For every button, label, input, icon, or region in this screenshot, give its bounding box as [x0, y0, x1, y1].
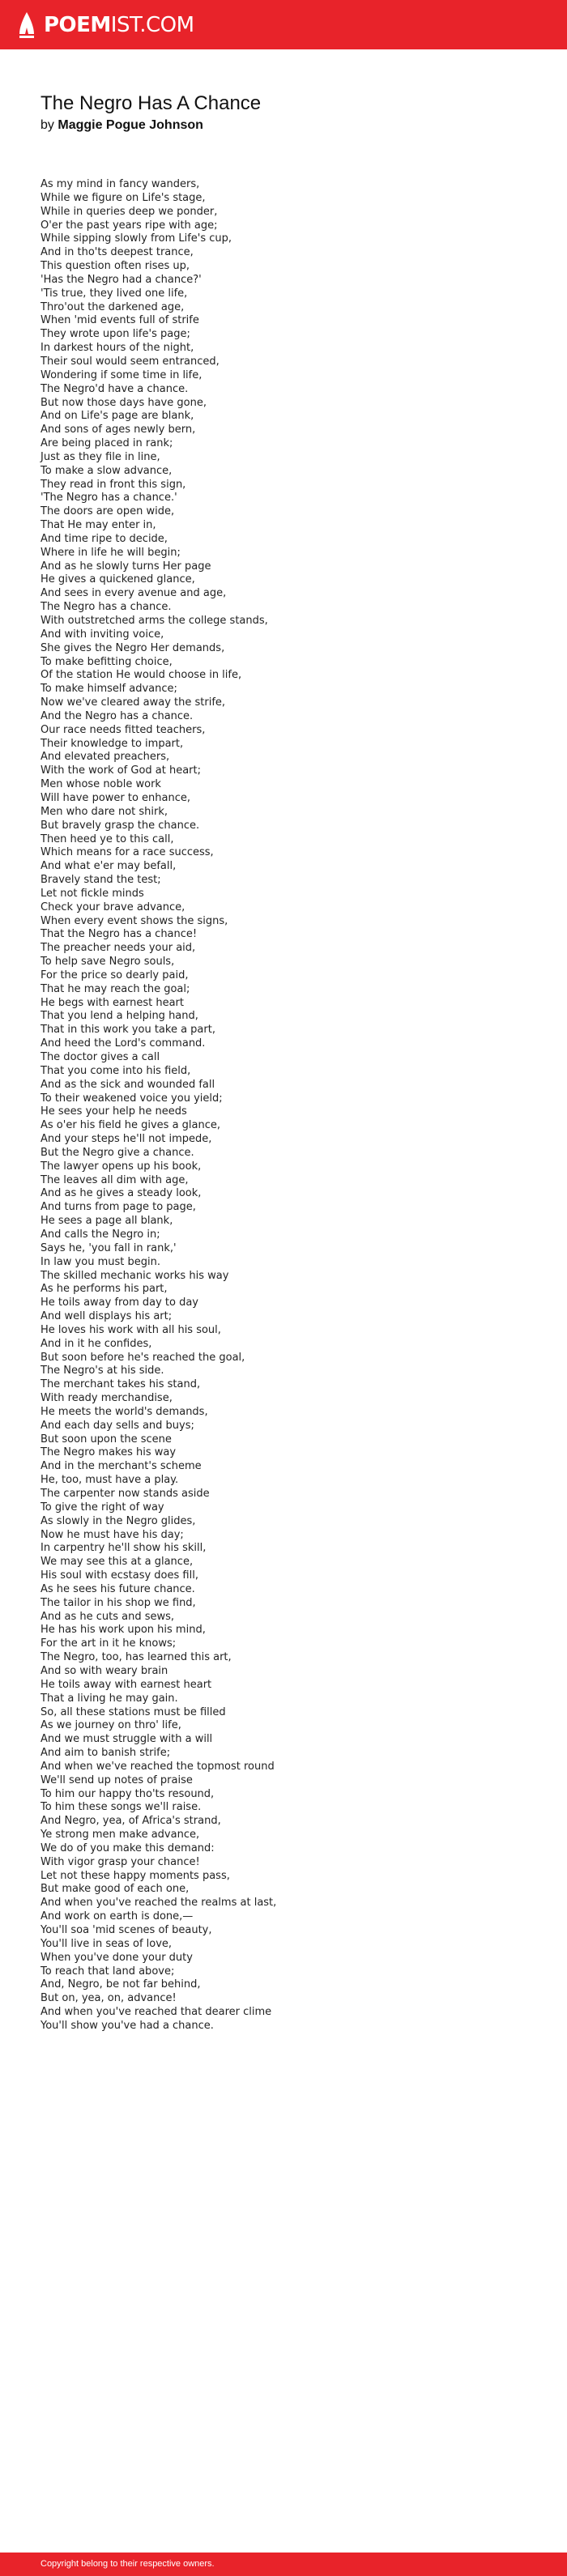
poem-line: And Negro, yea, of Africa's strand, — [40, 1815, 221, 1828]
poem-line: As we journey on thro' life, — [40, 1719, 181, 1732]
poem-line: And well displays his art; — [40, 1310, 173, 1323]
poem-line: That you lend a helping hand, — [40, 1010, 198, 1023]
poem-line: Our race needs fitted teachers, — [40, 723, 206, 736]
poem-line: And work on earth is done,— — [40, 1910, 194, 1923]
poem-line: While sipping slowly from Life's cup, — [40, 232, 232, 245]
poem-line: And time ripe to decide, — [40, 532, 168, 545]
poem-line: The doctor gives a call — [40, 1051, 160, 1063]
poem-line: As slowly in the Negro glides, — [40, 1514, 196, 1527]
poem-line: The merchant takes his stand, — [40, 1378, 201, 1391]
poem-line: Let not these happy moments pass, — [40, 1869, 230, 1882]
poem-line: But soon before he's reached the goal, — [40, 1351, 245, 1364]
poem-line: Just as they file in line, — [40, 450, 160, 463]
poem-line: 'Has the Negro had a chance?' — [40, 273, 202, 286]
poem-line: Of the station He would choose in life, — [40, 669, 242, 682]
poem-line: That a living he may gain. — [40, 1692, 178, 1705]
poem-line: But bravely grasp the chance. — [40, 819, 200, 832]
poem-line: To make himself advance; — [40, 683, 177, 696]
poem-line: And each day sells and buys; — [40, 1419, 194, 1432]
poem-line: He toils away from day to day — [40, 1297, 198, 1309]
poem-line: And aim to banish strife; — [40, 1747, 171, 1760]
poem-line: But now those days have gone, — [40, 396, 207, 409]
site-header — [0, 0, 567, 49]
poem-line: And as the sick and wounded fall — [40, 1078, 215, 1091]
poem-line: And so with weary brain — [40, 1664, 168, 1677]
poem-line: And, Negro, be not far behind, — [40, 1978, 201, 1991]
poem-line: The lawyer opens up his book, — [40, 1160, 202, 1173]
poem-line: And we must struggle with a will — [40, 1733, 213, 1746]
poem-line: And when you've reached the realms at last, — [40, 1897, 277, 1910]
logo-light-text: IST.COM — [110, 12, 194, 37]
poem-line: With outstretched arms the college stands, — [40, 615, 268, 627]
poem-line: And calls the Negro in; — [40, 1228, 160, 1241]
poem-line: And your steps he'll not impede, — [40, 1133, 212, 1146]
poem-line: For the art in it he knows; — [40, 1637, 177, 1650]
poem-line: To give the right of way — [40, 1501, 164, 1514]
poem-line: He begs with earnest heart — [40, 996, 184, 1009]
poem-line: And as he slowly turns Her page — [40, 560, 211, 573]
poem-line: That he may reach the goal; — [40, 982, 190, 995]
poem-line: He sees a page all blank, — [40, 1215, 173, 1228]
poem-line: When you've done your duty — [40, 1951, 193, 1964]
poem-line: And in the merchant's scheme — [40, 1460, 202, 1473]
poem-line: The preacher needs your aid, — [40, 942, 196, 955]
poem-line: O'er the past years ripe with age; — [40, 219, 218, 232]
poem-line: While we figure on Life's stage, — [40, 191, 206, 204]
poem-line: The tailor in his shop we find, — [40, 1596, 196, 1609]
poem-line: And sees in every avenue and age, — [40, 587, 227, 600]
poem-line: As he sees his future chance. — [40, 1582, 195, 1595]
poem-line: And turns from page to page, — [40, 1201, 196, 1214]
site-footer — [0, 2553, 567, 2576]
poem-line: Ye strong men make advance, — [40, 1829, 200, 1842]
poem-line: To make a slow advance, — [40, 464, 173, 477]
poem-line: 'Tis true, they lived one life, — [40, 287, 188, 300]
poem-line: In carpentry he'll show his skill, — [40, 1542, 207, 1555]
poem-line: With ready merchandise, — [40, 1392, 173, 1405]
poem-line: You'll live in seas of love, — [40, 1937, 173, 1950]
poem-line: Men whose noble work — [40, 778, 161, 791]
poem-line: And when you've reached that dearer clime — [40, 2006, 272, 2019]
poem-line: While in queries deep we ponder, — [40, 205, 218, 218]
quill-pen-icon — [18, 11, 36, 39]
poem-line: Then heed ye to this call, — [40, 832, 174, 845]
poem-line: And as he gives a steady look, — [40, 1187, 202, 1200]
byline-prefix: by — [40, 118, 54, 132]
poem-line: But the Negro give a chance. — [40, 1146, 194, 1159]
poem-line: And what e'er may befall, — [40, 860, 177, 873]
poem-line: And in it he confides, — [40, 1337, 152, 1350]
poem-line: He sees your help he needs — [40, 1105, 187, 1118]
poem-line: The leaves all dim with age, — [40, 1173, 189, 1186]
poem-line: That the Negro has a chance! — [40, 928, 198, 941]
poem-line: With the work of God at heart; — [40, 764, 202, 777]
poem-line: Wondering if some time in life, — [40, 368, 202, 381]
poem-line: When every event shows the signs, — [40, 914, 228, 927]
poem-line: When 'mid events full of strife — [40, 314, 199, 327]
author-link[interactable]: Maggie Pogue Johnson — [58, 118, 203, 132]
poem-line: His soul with ecstasy does fill, — [40, 1569, 198, 1582]
poem-line: And when we've reached the topmost round — [40, 1760, 275, 1773]
poem-line: Check your brave advance, — [40, 901, 185, 913]
poem-line: He, too, must have a play. — [40, 1474, 179, 1487]
poem-line: In law you must begin. — [40, 1255, 160, 1268]
poem-line: Now we've cleared away the strife, — [40, 696, 226, 709]
poem-line: We'll send up notes of praise — [40, 1773, 193, 1786]
poem-line: That in this work you take a part, — [40, 1024, 215, 1037]
poem-line: He gives a quickened glance, — [40, 573, 195, 586]
poem-line: As o'er his field he gives a glance, — [40, 1119, 221, 1132]
poem-line: To him these songs we'll raise. — [40, 1801, 202, 1814]
poem-line: To make befitting choice, — [40, 655, 173, 668]
poem-line: The skilled mechanic works his way — [40, 1269, 229, 1282]
poem-line: The carpenter now stands aside — [40, 1488, 210, 1500]
poem-line: We do of you make this demand: — [40, 1842, 215, 1854]
poem-line: To help save Negro souls, — [40, 956, 175, 969]
poem-line: He toils away with earnest heart — [40, 1678, 212, 1691]
poem-line: Let not fickle minds — [40, 887, 144, 900]
poem-line: He meets the world's demands, — [40, 1405, 208, 1418]
logo-bold-text: POEM — [44, 12, 111, 37]
poem-line: And the Negro has a chance. — [40, 709, 194, 722]
copyright-text: Copyright belong to their respective owners. — [40, 2559, 215, 2569]
poem-line: We may see this at a glance, — [40, 1556, 194, 1569]
poem-line: Will have power to enhance, — [40, 791, 191, 804]
site-logo-text — [44, 12, 194, 37]
poem-line: 'The Negro has a chance.' — [40, 492, 177, 505]
poem-line: To him our happy tho'ts resound, — [40, 1787, 215, 1800]
poem-line: And sons of ages newly bern, — [40, 424, 196, 436]
poem-line: Which means for a race success, — [40, 846, 214, 859]
poem-line: You'll show you've had a chance. — [40, 2019, 214, 2032]
poem-line: They wrote upon life's page; — [40, 328, 190, 341]
poem-line: With vigor grasp your chance! — [40, 1855, 200, 1868]
poem-line: That you come into his field, — [40, 1064, 191, 1077]
poem-line: The Negro has a chance. — [40, 601, 172, 614]
poem-line: Their knowledge to impart, — [40, 737, 184, 750]
poem-title: The Negro Has A Chance — [40, 92, 262, 114]
poem-line: They read in front this sign, — [40, 478, 186, 491]
poem-line: And heed the Lord's command. — [40, 1037, 206, 1050]
poem-line: And elevated preachers, — [40, 751, 170, 764]
poem-line: Where in life he will begin; — [40, 546, 181, 559]
poem-line: The doors are open wide, — [40, 505, 175, 518]
poem-line: He loves his work with all his soul, — [40, 1323, 221, 1336]
poem-line: In darkest hours of the night, — [40, 342, 194, 355]
poem-byline — [40, 118, 203, 133]
poem-line: Now he must have his day; — [40, 1528, 184, 1541]
poem-line: As my mind in fancy wanders, — [40, 178, 200, 190]
poem-line: Bravely stand the test; — [40, 874, 161, 887]
poem-line: This question often rises up, — [40, 260, 190, 273]
site-logo-link[interactable] — [18, 11, 194, 39]
poem-line: Men who dare not shirk, — [40, 805, 168, 818]
poem-line: That He may enter in, — [40, 519, 156, 532]
poem-line: But on, yea, on, advance! — [40, 1992, 177, 2005]
poem-line: But soon upon the scene — [40, 1433, 172, 1446]
poem-line: As he performs his part, — [40, 1283, 168, 1296]
poem-line: Are being placed in rank; — [40, 437, 173, 450]
poem-line: For the price so dearly paid, — [40, 969, 189, 981]
poem-line: And on Life's page are blank, — [40, 410, 194, 423]
poem-line: The Negro, too, has learned this art, — [40, 1651, 232, 1664]
poem-line: The Negro's at his side. — [40, 1365, 164, 1377]
poem-line: Their soul would seem entranced, — [40, 355, 220, 368]
poem-line: Thro'out the darkened age, — [40, 300, 185, 313]
poem-line: Says he, 'you fall in rank,' — [40, 1241, 177, 1254]
poem-line: You'll soa 'mid scenes of beauty, — [40, 1924, 212, 1936]
poem-body — [40, 178, 543, 2033]
poem-line: And in tho'ts deepest trance, — [40, 246, 194, 259]
poem-line: And with inviting voice, — [40, 628, 164, 641]
poem-line: To their weakened voice you yield; — [40, 1092, 223, 1105]
poem-line: And as he cuts and sews, — [40, 1610, 175, 1623]
poem-line: She gives the Negro Her demands, — [40, 641, 225, 654]
poem-line: To reach that land above; — [40, 1965, 175, 1978]
poem-line: The Negro'd have a chance. — [40, 382, 189, 395]
poem-line: He has his work upon his mind, — [40, 1624, 206, 1637]
poem-line: The Negro makes his way — [40, 1446, 177, 1459]
poem-line: But make good of each one, — [40, 1883, 190, 1896]
poem-line: So, all these stations must be filled — [40, 1705, 226, 1718]
